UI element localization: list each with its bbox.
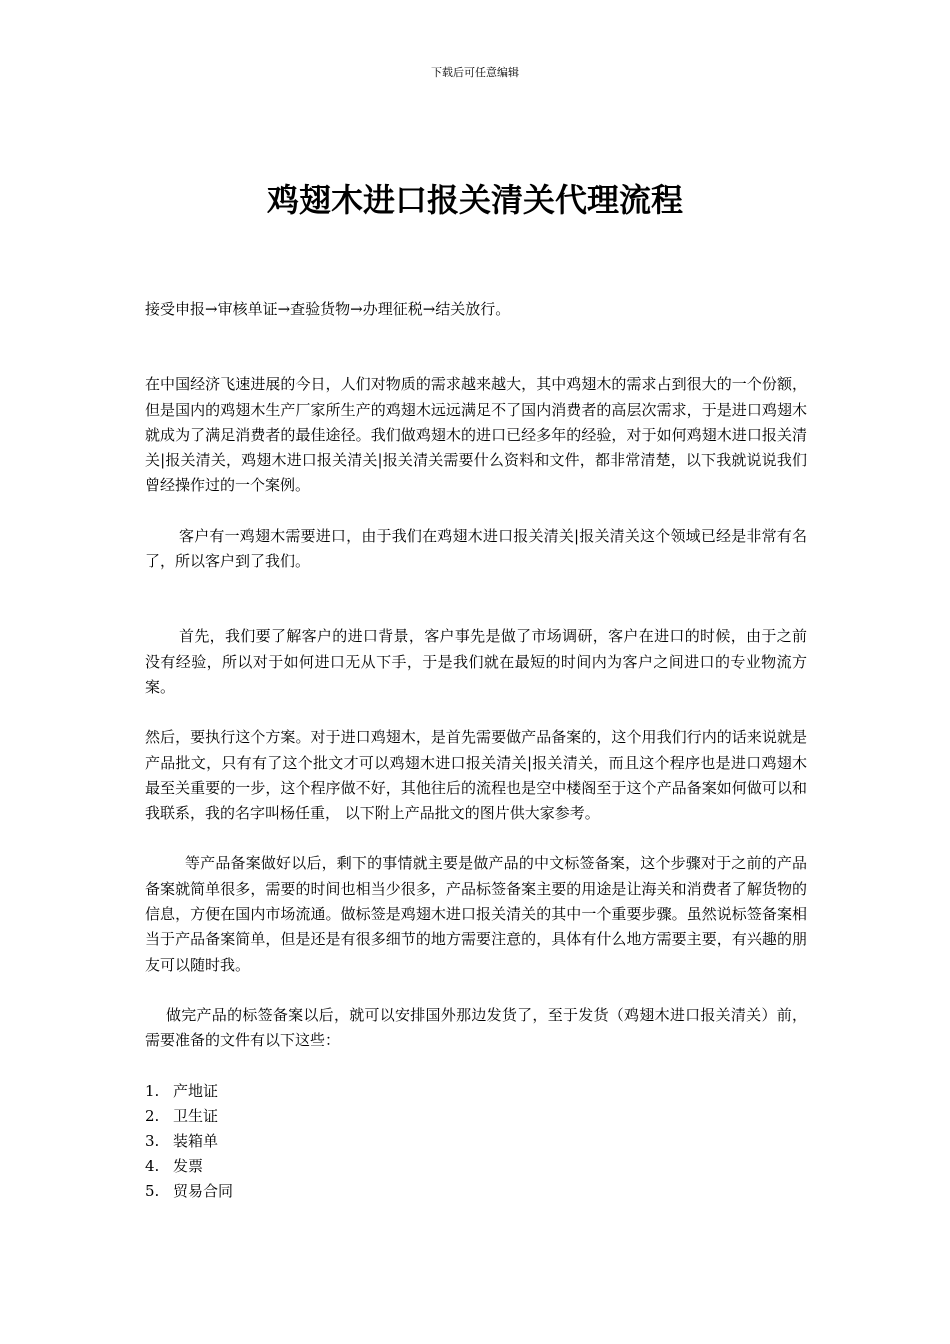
list-item-text: 卫生证 [173,1106,219,1125]
list-item [145,1079,807,1104]
label-filing-paragraph: 等产品备案做好以后，剩下的事情就主要是做产品的中文标签备案，这个步骤对于之前的产品备案就简单很多，需要的时间也相当少很多，产品标签备案主要的用途是让海关和消费者了解货物的信息，方便在国内市场流通。做标签是鸡翅木进口报关清关的其中一个重要步骤。虽然说标签备案相当于产品备案简单，但是还是有很多细节的地方需要注意的，具体有什么地方需要主要，有兴趣的朋友可以随时我。 [145,854,807,974]
document-body [145,297,807,1204]
product-filing-paragraph: 然后，要执行这个方案。对于进口鸡翅木，是首先需要做产品备案的，这个用我们行内的话来说就是产品批文，只有有了这个批文才可以鸡翅木进口报关清关|报关清关，而且这个程序也是进口鸡翅木最至关重要的一步，这个程序做不好，其他往后的流程也是空中楼阁至于这个产品备案如何做可以和我联系，我的名字叫杨任重， 以下附上产品批文的图片供大家参考。 [145,728,807,823]
list-item-number: 2. [145,1106,160,1125]
list-item-number: 4. [145,1156,160,1175]
list-item-number: 5. [145,1181,160,1200]
list-item-number: 1. [145,1081,160,1100]
list-item-number: 3. [145,1131,160,1150]
list-item-text: 产地证 [173,1081,219,1100]
process-flow-line: 接受申报→审核单证→查验货物→办理征税→结关放行。 [145,300,511,318]
list-item-text: 装箱单 [173,1131,219,1150]
shipping-paragraph: 做完产品的标签备案以后，就可以安排国外那边发货了，至于发货（鸡翅木进口报关清关）前，需要准备的文件有以下这些： [145,1005,807,1050]
list-item [145,1129,807,1154]
list-item [145,1179,807,1204]
client-paragraph: 客户有一鸡翅木需要进口，由于我们在鸡翅木进口报关清关|报关清关这个领域已经是非常有名了，所以客户到了我们。 [145,526,807,571]
page-title: 鸡翅木进口报关清关代理流程 [266,181,683,219]
list-item-text: 发票 [173,1156,204,1175]
list-item [145,1154,807,1179]
intro-paragraph: 在中国经济飞速进展的今日，人们对物质的需求越来越大，其中鸡翅木的需求占到很大的一个份额，但是国内的鸡翅木生产厂家所生产的鸡翅木远远满足不了国内消费者的高层次需求，于是进口鸡翅木就成为了满足消费者的最佳途径。我们做鸡翅木的进口已经多年的经验，对于如何鸡翅木进口报关清关|报关清关，鸡翅木进口报关清关|报关清关需要什么资料和文件，都非常清楚，以下我就说说我们曾经操作过的一个案例。 [145,375,807,495]
first-step-paragraph: 首先，我们要了解客户的进口背景，客户事先是做了市场调研，客户在进口的时候，由于之前没有经验，所以对于如何进口无从下手，于是我们就在最短的时间内为客户之间进口的专业物流方案。 [145,627,807,696]
required-documents-list [145,1079,807,1204]
list-item-text: 贸易合同 [173,1181,234,1200]
header-note: 下载后可任意编辑 [431,66,519,79]
list-item [145,1104,807,1129]
